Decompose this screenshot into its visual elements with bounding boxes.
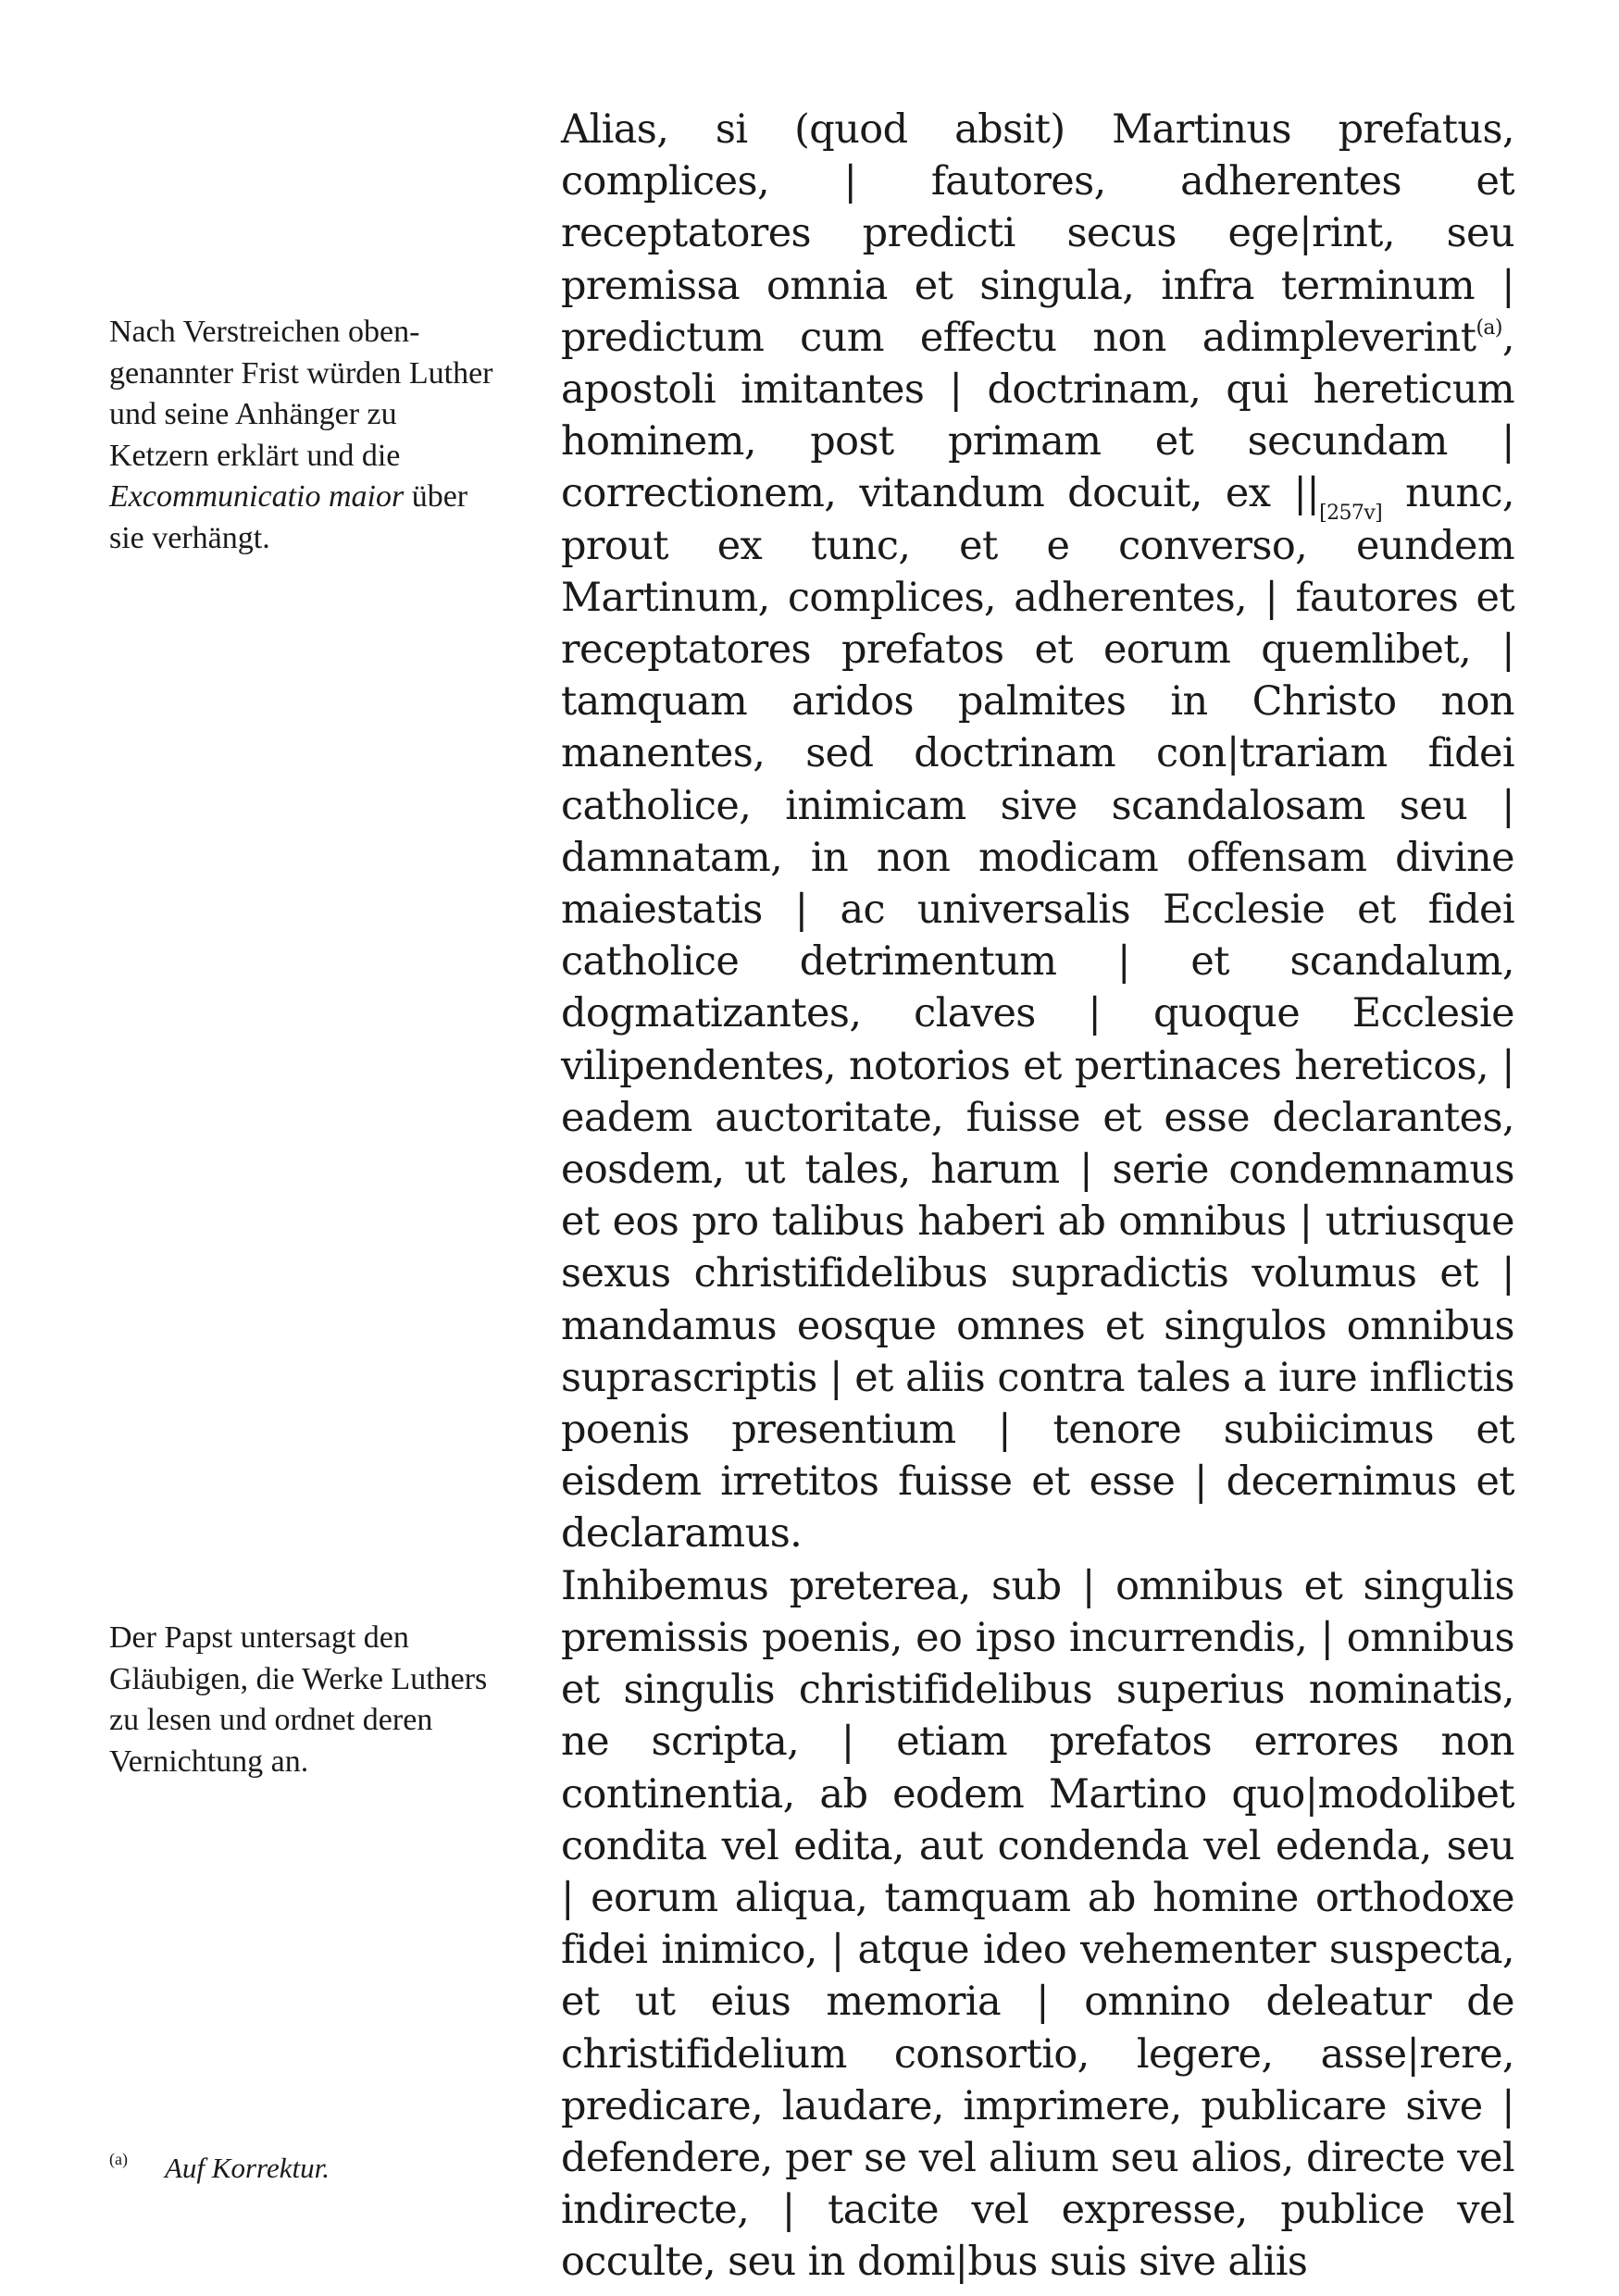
paragraph-alias: Alias, si (quod absit) Martinus prefatus, complices, | fautores, adherentes et receptatores predicti secus ege|rint, seu premissa omnia et singula, infra terminum | predictum cum effectu non adimpleverint$^{(a)}$, apostoli imitantes | doctrinam, qui hereticum hominem, post primam et secundam | correctionem, vitandum docuit, ex $||_{[257v]}$ nunc, prout ex tunc, et e converso, eundem Martinum, complices, adherentes, | fautores et receptatores prefatos et eorum quemlibet, | tamquam aridos palmites in Christo non manentes, sed doctrinam con|trariam fidei catholice, inimicam sive scandalosam seu | damnatam, in non modicam offensam divine maiestatis | ac universalis Ecclesie et fidei catholice detrimentum | et scandalum, dogmatizantes, claves | quoque Ecclesie vilipendentes, notorios et pertinaces hereticos, | eadem auctoritate, fuisse et esse declarantes, eosdem, ut tales, harum | serie condemnamus et eos pro talibus haberi ab omnibus | utriusque sexus christifidelibus supradictis volumus et | mandamus eosque omnes et singulos omnibus suprascriptis | et aliis contra tales a iure inflictis poenis presentium | tenore subiicimus et eisdem irretitos fuisse et esse | decernimus et declaramus.	[561, 106, 1514, 1558]
folio-marker: [257v]	[1319, 502, 1383, 526]
margin-note-excommunication	[109, 312, 498, 559]
paragraph-inhibemus: Inhibemus preterea, sub | omnibus et singulis premissis poenis, eo ipso incurrendis, | omnibus et singulis christifidelibus superius nominatis, ne scripta, | etiam prefatos errores non continentia, ab eodem Martino quo|modolibet condita vel edita, aut condenda vel edenda, seu | eorum aliqua, tamquam ab homine orthodoxe fidei inimico, | atque ideo vehementer suspecta, et ut eius memoria | omnino deleatur de christifidelium consortio, legere, asse|rere, predicare, laudare, imprimere, publicare sive | defendere, per se vel alium seu alios, directe vel indirecte, | tacite vel expresse, publice vel occulte, seu in domi|bus suis sive aliis	[561, 1562, 1514, 2286]
footnote	[109, 2150, 330, 2185]
margin-note-book-ban	[109, 1618, 498, 1782]
footnote-reference: (a)	[1476, 316, 1502, 340]
margin-note-italic-term: Excommunicatio maior	[109, 479, 405, 514]
latin-main-text	[561, 104, 1514, 2289]
margin-note-text: Der Papst untersagt den Gläubigen, die Werke Luthers zu lesen und ordnet deren Vernichtung an.	[109, 1620, 488, 1779]
margin-note-text: Nach Verstreichen obengenannter Frist würden Luther und seine Anhänger zu Ketzern erklärt und die Excommunicatio maior über sie verhängt.	[109, 315, 493, 555]
footnote-marker: (a)	[109, 2150, 128, 2168]
footnote-text: Auf Korrektur.	[164, 2152, 330, 2184]
